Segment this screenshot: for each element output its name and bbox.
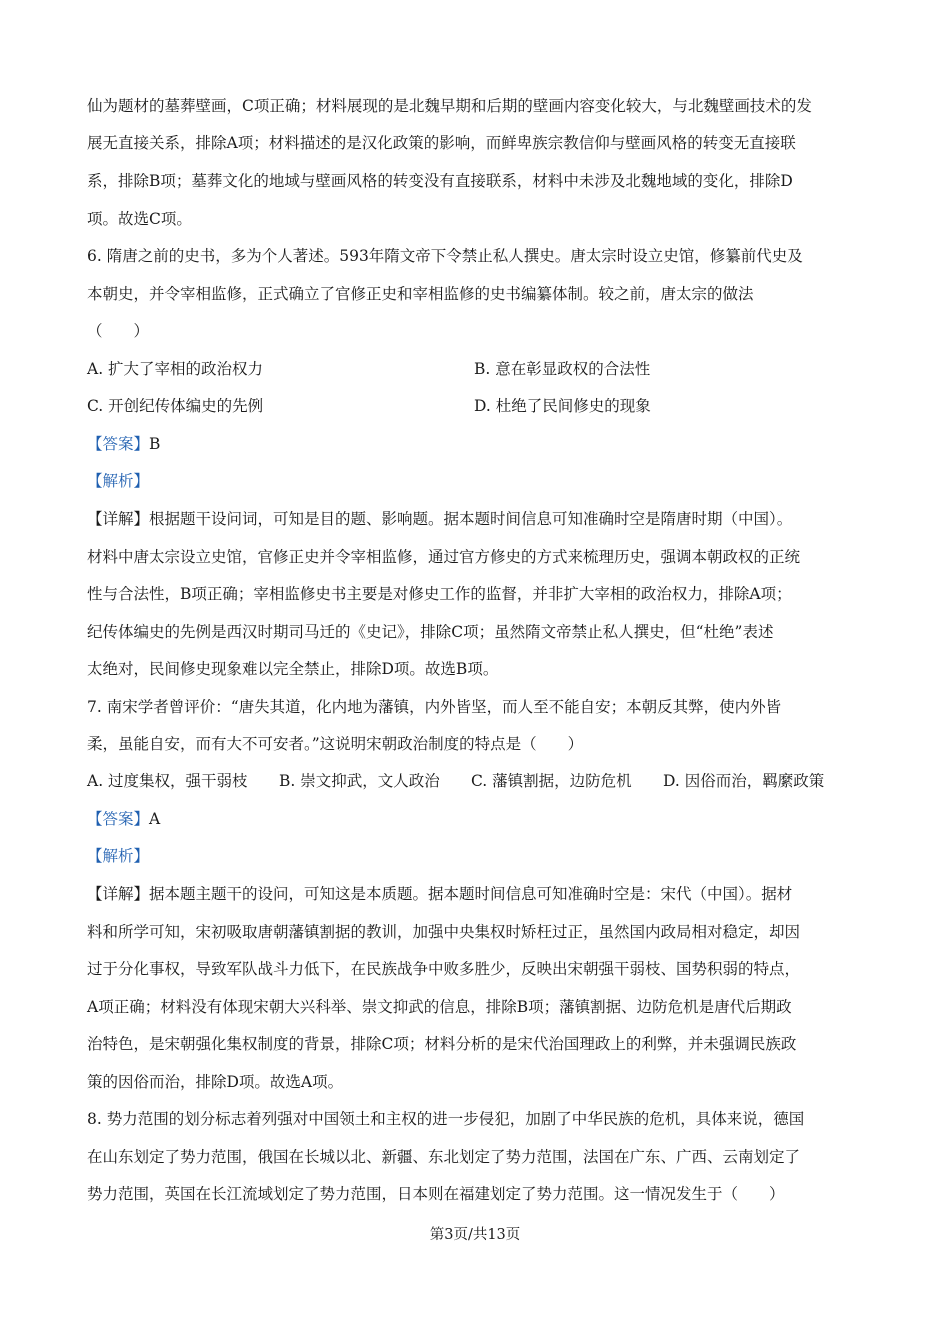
- q7-stem-line: 柔，虽能自安，而有大不可安者。”这说明宋朝政治制度的特点是（ ）: [87, 735, 584, 753]
- q6-analysis: [87, 471, 867, 491]
- q7-option-a: A. 过度集权，强干弱枝: [87, 772, 248, 790]
- analysis-tag: 【解析】: [87, 847, 150, 865]
- q6-options-row-2: [87, 396, 867, 416]
- q7-answer: [87, 809, 867, 829]
- q8-stem-line: 势力范围，英国在长江流域划定了势力范围，日本则在福建划定了势力范围。这一情况发生于（ ）: [87, 1185, 785, 1203]
- q7-detail-line: 策的因俗而治，排除D项。故选A项。: [87, 1073, 344, 1091]
- detail-text: 据本题主题干的设问，可知这是本质题。据本题时间信息可知准确时空是：宋代（中国）。据材: [149, 885, 793, 903]
- intro-line: 系，排除B项；墓葬文化的地域与壁画风格的转变没有直接联系，材料中未涉及北魏地域的变化，排除D: [87, 172, 793, 190]
- q7-detail-line: 过于分化事权，导致军队战斗力低下，在民族战争中败多胜少，反映出宋朝强干弱枝、国势积弱的特点，: [87, 960, 801, 978]
- analysis-tag: 【解析】: [87, 472, 150, 490]
- detail-text: 根据题干设问词，可知是目的题、影响题。据本题时间信息可知准确时空是隋唐时期（中国）。: [149, 510, 793, 528]
- q6-detail-line: 纪传体编史的先例是西汉时期司马迁的《史记》，排除C项；虽然隋文帝禁止私人撰史，但“杜绝”表述: [87, 623, 774, 641]
- intro-line: 仙为题材的墓葬壁画，C项正确；材料展现的是北魏早期和后期的壁画内容变化较大，与北魏壁画技术的发: [87, 97, 812, 115]
- q6-stem-line: （ ）: [87, 322, 150, 340]
- q6-options-row-1: [87, 359, 867, 379]
- answer-value: B: [149, 435, 161, 453]
- q7-detail-line: [87, 884, 867, 904]
- q6-option-c: C. 开创纪传体编史的先例: [87, 397, 264, 415]
- q7-analysis: [87, 846, 867, 866]
- q8-stem-line: 8. 势力范围的划分标志着列强对中国领土和主权的进一步侵犯，加剧了中华民族的危机，具体来说，德国: [87, 1110, 805, 1128]
- page-number-footer: 第3页/共13页: [429, 1227, 521, 1243]
- answer-tag: 【答案】: [87, 435, 150, 453]
- q6-detail-line: [87, 509, 867, 529]
- answer-tag: 【答案】: [87, 810, 150, 828]
- q6-option-d: D. 杜绝了民间修史的现象: [474, 397, 651, 415]
- q7-detail-line: A项正确；材料没有体现宋朝大兴科举、崇文抑武的信息，排除B项；藩镇割据、边防危机是唐代后期政: [87, 998, 792, 1016]
- detail-tag: 【详解】: [87, 510, 150, 528]
- q6-detail-line: 材料中唐太宗设立史馆，官修正史并令宰相监修，通过官方修史的方式来梳理历史，强调本朝政权的正统: [87, 548, 801, 566]
- q6-stem-line: 6. 隋唐之前的史书，多为个人著述。593年隋文帝下令禁止私人撰史。唐太宗时设立史馆，修纂前代史及: [87, 247, 803, 265]
- q6-option-b: B. 意在彰显政权的合法性: [474, 360, 651, 378]
- q6-answer: [87, 434, 867, 454]
- q6-detail-line: 太绝对，民间修史现象难以完全禁止，排除D项。故选B项。: [87, 660, 499, 678]
- q7-stem-line: 7. 南宋学者曾评价：“唐失其道，化内地为藩镇，内外皆坚，而人至不能自安；本朝反其弊，使内外皆: [87, 698, 782, 716]
- q7-detail-line: 治特色，是宋朝强化集权制度的背景，排除C项；材料分析的是宋代治国理政上的利弊，并未强调民族政: [87, 1035, 797, 1053]
- intro-line: 展无直接关系，排除A项；材料描述的是汉化政策的影响，而鲜卑族宗教信仰与壁画风格的转变无直接联: [87, 134, 796, 152]
- q8-stem-line: 在山东划定了势力范围，俄国在长城以北、新疆、东北划定了势力范围，法国在广东、广西、云南划定了: [87, 1148, 801, 1166]
- q6-stem-line: 本朝史，并令宰相监修，正式确立了官修正史和宰相监修的史书编纂体制。较之前，唐太宗的做法: [87, 285, 754, 303]
- q7-option-d: D. 因俗而治，羁縻政策: [663, 772, 825, 790]
- q6-option-a: A. 扩大了宰相的政治权力: [87, 360, 264, 378]
- q7-detail-line: 料和所学可知，宋初吸取唐朝藩镇割据的教训，加强中央集权时矫枉过正，虽然国内政局相对稳定，却因: [87, 923, 801, 941]
- q6-detail-line: 性与合法性，B项正确；宰相监修史书主要是对修史工作的监督，并非扩大宰相的政治权力，排除A项；: [87, 585, 792, 603]
- intro-line: 项。故选C项。: [87, 210, 192, 228]
- q7-option-c: C. 藩镇割据，边防危机: [471, 772, 632, 790]
- q7-options-row: [87, 771, 867, 791]
- detail-tag: 【详解】: [87, 885, 150, 903]
- q7-option-b: B. 崇文抑武，文人政治: [279, 772, 440, 790]
- answer-value: A: [149, 810, 161, 828]
